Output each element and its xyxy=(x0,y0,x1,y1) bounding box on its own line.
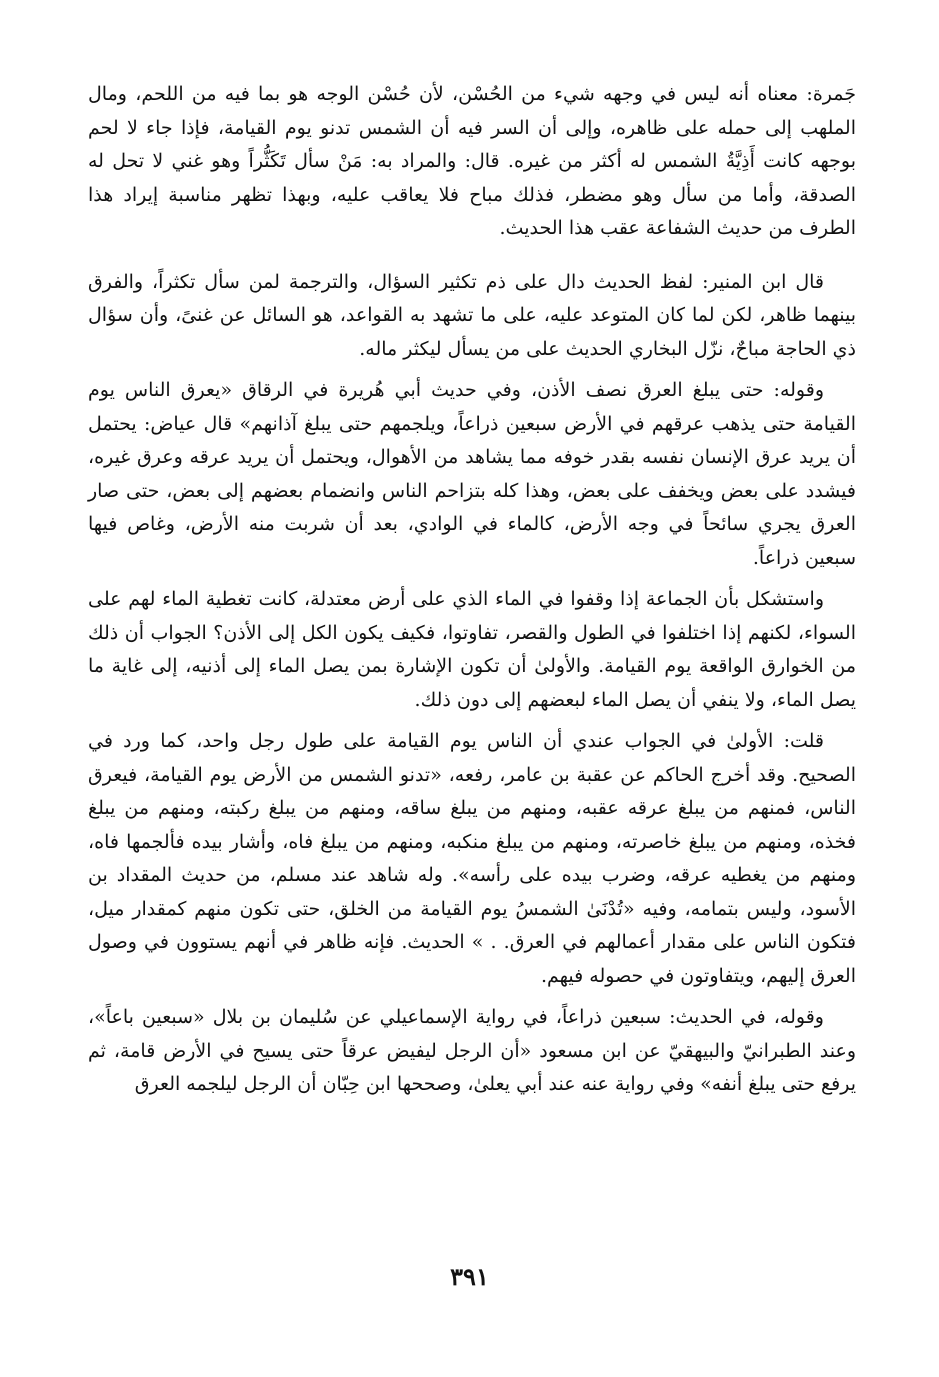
paragraph-2: قال ابن المنير: لفظ الحديث دال على ذم تكثير السؤال، والترجمة لمن سأل تكثراً، والفرق بينهما ظاهر، لكن لما كان المتوعد عليه، على ما تشهد به القواعد، هو السائل عن غنىً، وأن سؤال ذي الحاجة مباحٌ، نزّل البخاري الحديث على من يسأل ليكثر ماله. xyxy=(88,270,856,360)
paragraph-5: قلت: الأولىٰ في الجواب عندي أن الناس يوم القيامة على طول رجل واحد، كما ورد في الصحيح. وقد أخرج الحاكم عن عقبة بن عامر، رفعه، «تدنو الشمس من الأرض يوم القيامة، فيعرق الناس، فمنهم من يبلغ عرقه عقبه، ومنهم من يبلغ ساقه، ومنهم من يبلغ ركبته، ومنهم من يبلغ فخذه، ومنهم من يبلغ خاصرته، ومنهم من يبلغ منكبه، ومنهم من يبلغ فاه، وأشار بيده فألجمها فاه، ومنهم من يغطيه عرقه، وضرب بيده على رأسه». وله شاهد عند مسلم، من حديث المقداد بن الأسود، وليس بتمامه، وفيه «تُدْنَىٰ الشمسُ يوم القيامة من الخلق، حتى تكون منهم كمقدار ميل، فتكون الناس على مقدار أعمالهم في العرق. . » الحديث. فإنه ظاهر في أنهم يستوون في وصول العرق إليهم، ويتفاوتون في حصوله فيهم. xyxy=(88,730,856,987)
page-body xyxy=(88,78,856,1102)
paragraph-3: وقوله: حتى يبلغ العرق نصف الأذن، وفي حديث أبي هُريرة في الرقاق «يعرق الناس يوم القيامة حتى يذهب عرقهم في الأرض سبعين ذراعاً، ويلجمهم حتى يبلغ آذانهم» قال عياض: يحتمل أن يريد عرق الإنسان نفسه بقدر خوفه مما يشاهد من الأهوال، ويحتمل أن يريد عرقه وعرق غيره، فيشدد على بعض ويخفف على بعض، وهذا كله بتزاحم الناس وانضمام بعضهم إلى بعض، حتى صار العرق يجري سائحاً في وجه الأرض، كالماء في الوادي، بعد أن شربت منه الأرض، وغاص فيها سبعين ذراعاً. xyxy=(88,379,856,569)
paragraph-4: واستشكل بأن الجماعة إذا وقفوا في الماء الذي على أرض معتدلة، كانت تغطية الماء لهم على السواء، لكنهم إذا اختلفوا في الطول والقصر، تفاوتوا، فكيف يكون الكل إلى الأذن؟ الجواب أن ذلك من الخوارق الواقعة يوم القيامة. والأولىٰ أن تكون الإشارة بمن يصل الماء إلى أذنيه، إلى غاية ما يصل الماء، ولا ينفي أن يصل الماء لبعضهم إلى دون ذلك. xyxy=(88,588,856,711)
paragraph-1: جَمرة: معناه أنه ليس في وجهه شيء من الحُسْن، لأن حُسْن الوجه هو بما فيه من اللحم، ومال الملهب إلى حمله على ظاهره، وإلى أن السر فيه أن الشمس تدنو يوم القيامة، فإذا جاء لا لحم بوجهه كانت أَذِيَّةُ الشمس له أكثر من غيره. قال: والمراد به: مَنْ سأل تَكَثُّراً وهو غني لا تحل له الصدقة، وأما من سأل وهو مضطر، فذلك مباح فلا يعاقب عليه، وبهذا تظهر مناسبة إيراد هذا الطرف من حديث الشفاعة عقب هذا الحديث. xyxy=(88,83,856,239)
page-number: ٣٩١ xyxy=(450,1262,489,1291)
paragraph-6: وقوله، في الحديث: سبعين ذراعاً، في رواية الإسماعيلي عن سُليمان بن بلال «سبعين باعاً»، وعند الطبرانيّ والبيهقيّ عن ابن مسعود «أن الرجل ليفيض عرقاً حتى يسيح في الأرض قامة، ثم يرفع حتى يبلغ أنفه» وفي رواية عنه عند أبي يعلىٰ، وصححها ابن حِبّان أن الرجل ليلجمه العرق xyxy=(88,1006,856,1095)
